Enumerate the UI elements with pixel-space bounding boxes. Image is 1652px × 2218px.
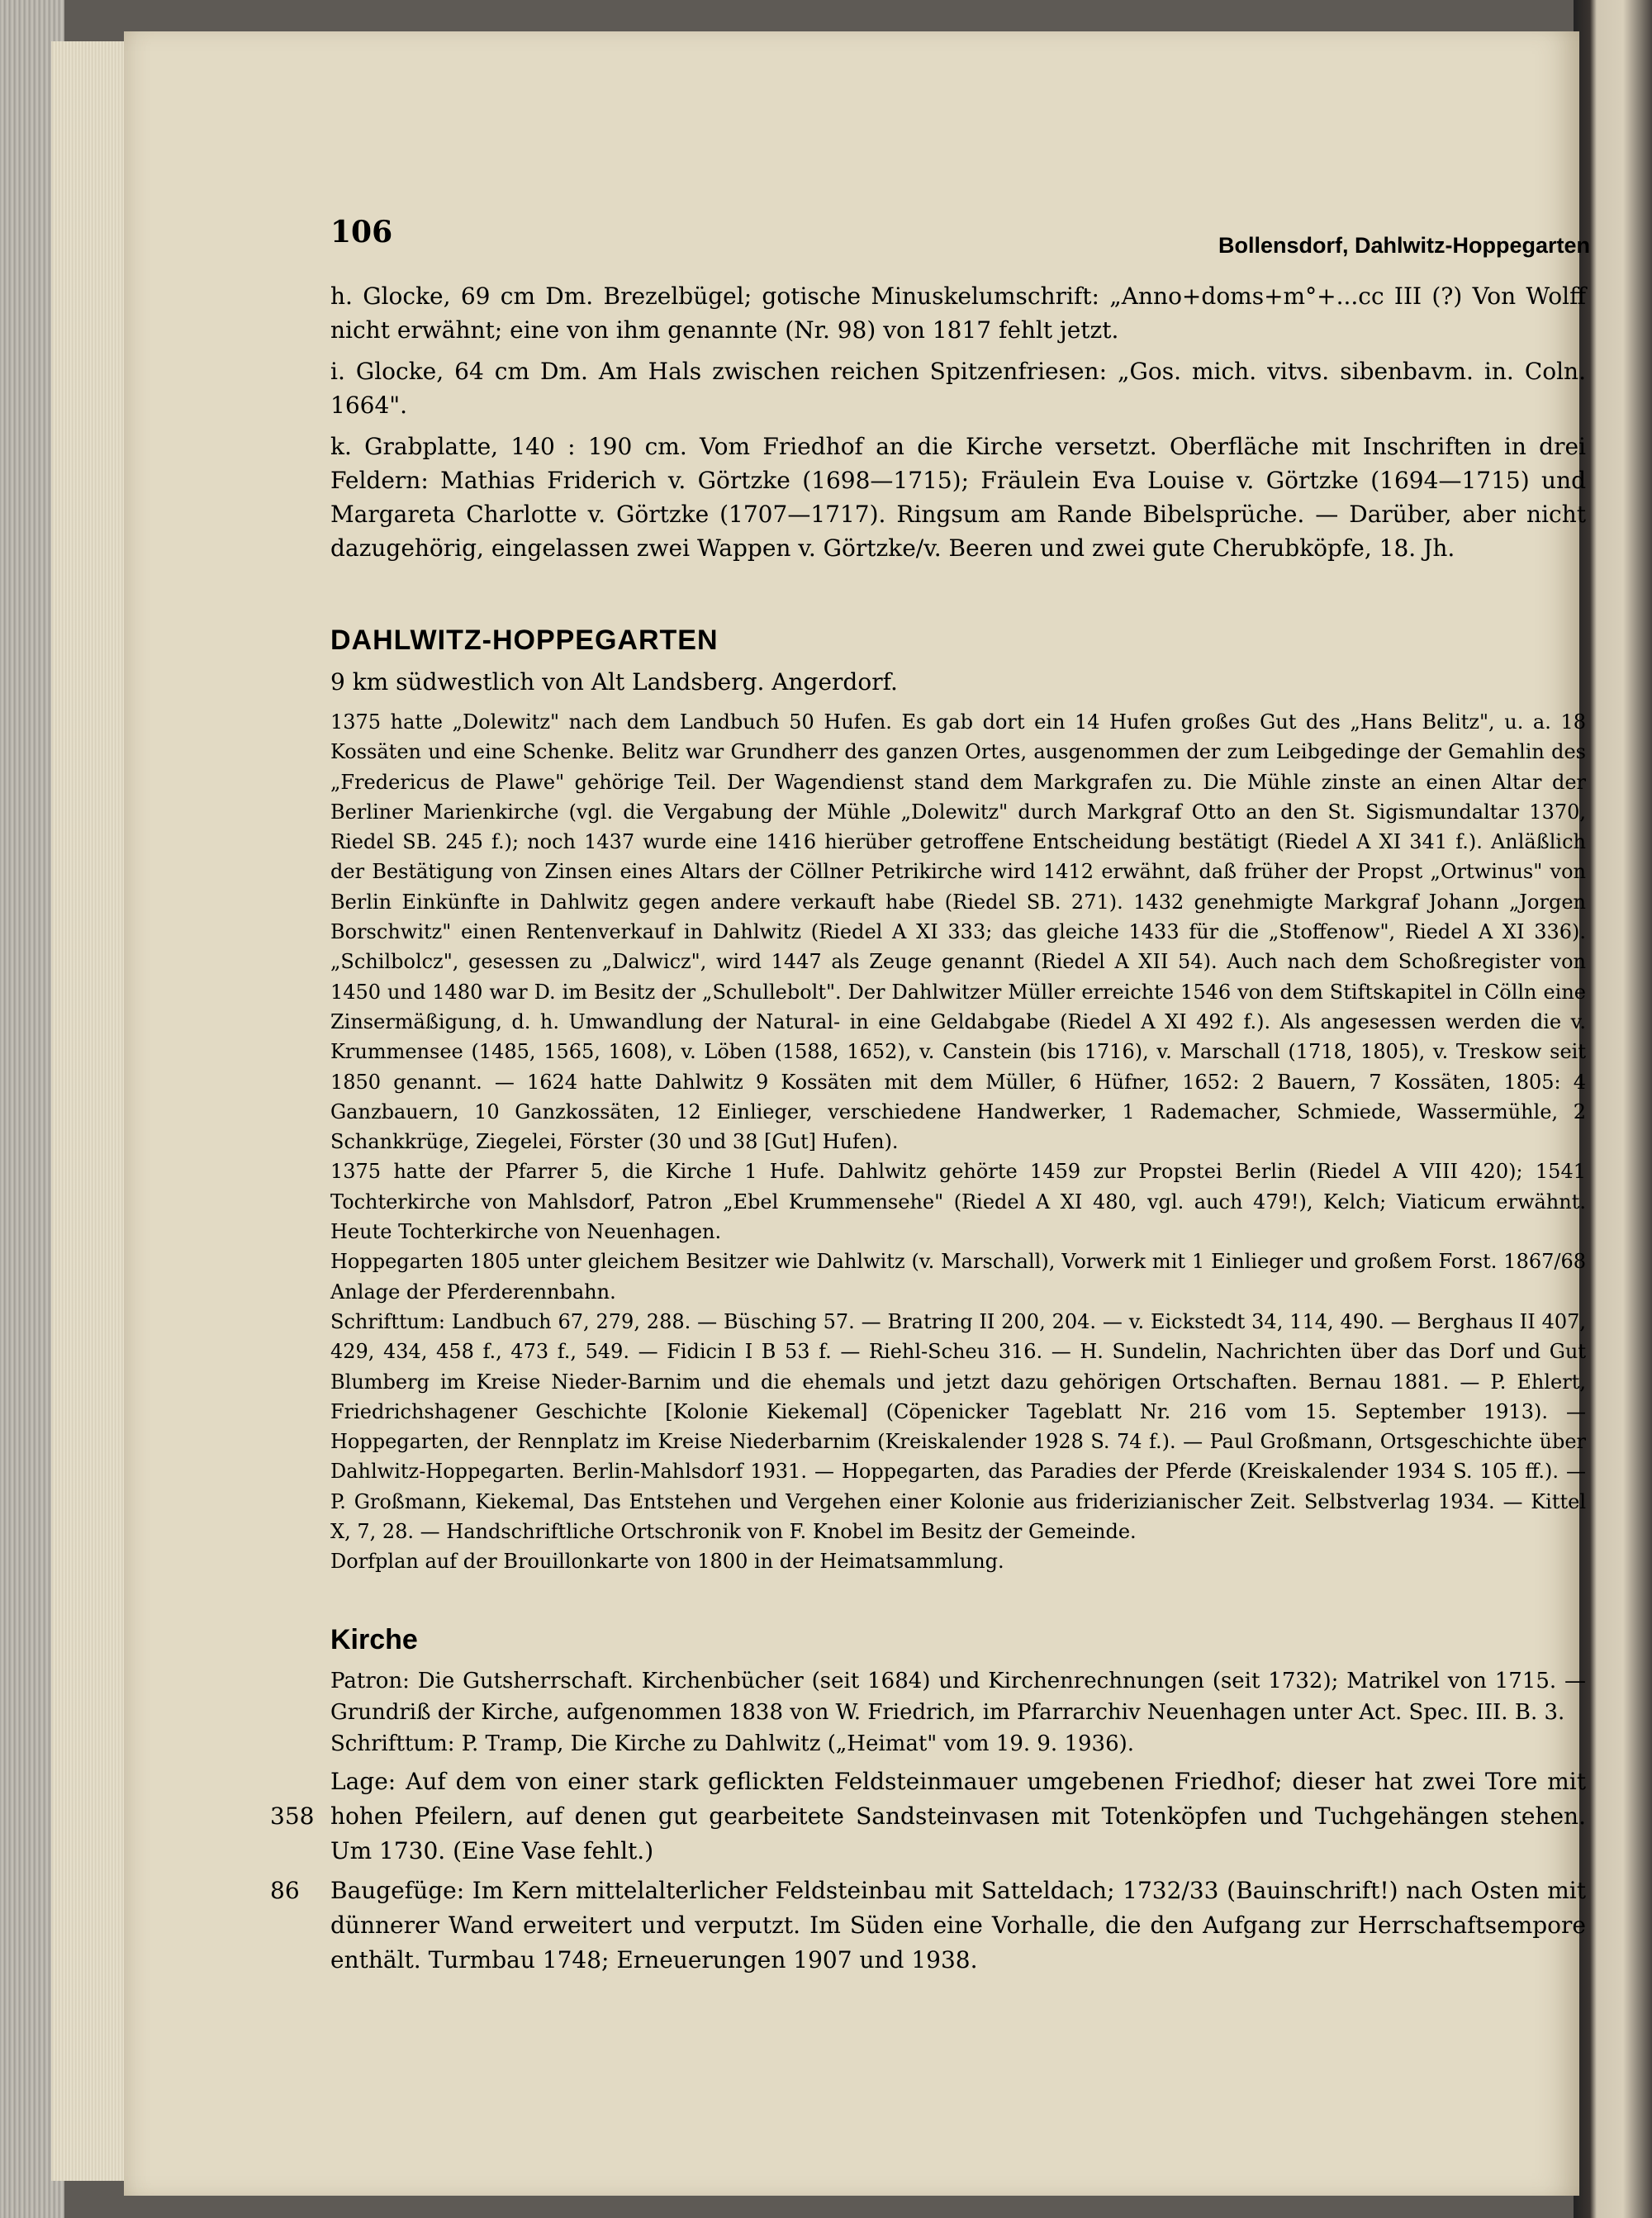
page-number: 106 (330, 215, 393, 249)
entry-grave-slab-k: k. Grabplatte, 140 : 190 cm. Vom Friedhof an die Kirche versetzt. Oberfläche mit Inschriften in drei Feldern: Mathias Friderich v. Görtzke (1698—1715); Fräulein Eva Louise v. Görtzke (1694—1715) und Margareta Charlotte v. Görtzke (1707—1717). Ringsum am Rande Bibelsprüche. — Darüber, aber nicht dazugehörig, eingelassen zwei Wappen v. Görtzke/v. Beeren und zwei gute Cherubköpfe, 18. Jh. (330, 433, 1586, 562)
section-title: DAHLWITZ-HOPPEGARTEN (330, 625, 719, 656)
church-structure-text: Baugefüge: Im Kern mittelalterlicher Feldsteinbau mit Satteldach; 1732/33 (Bauinschrift!) nach Osten mit dünnerer Wand erweitert und verputzt. Im Süden eine Vorhalle, die den Aufgang zur Herrschaftsempore enthält. Turmbau 1748; Erneuerungen 1907 und 1938. (330, 1877, 1586, 1973)
history-paragraph: 1375 hatte „Dolewitz" nach dem Landbuch 50 Hufen. Es gab dort ein 14 Hufen großes Gut des „Hans Belitz", u. a. 18 Kossäten und eine Schenke. Belitz war Grundherr des ganzen Ortes, ausgenommen der zum Leibgedinge der Gemahlin des „Fredericus de Plawe" gehörige Teil. Der Wagendienst stand dem Markgrafen zu. Die Mühle zinste an einen Altar der Berliner Marienkirche (vgl. die Vergabung der Mühle „Dolewitz" durch Markgraf Otto an den St. Sigismundaltar 1370, Riedel SB. 245 f.); noch 1437 wurde eine 1416 hierüber getroffene Entscheidung bestätigt (Riedel A XI 341 f.). Anläßlich der Bestätigung von Zinsen eines Altars der Cöllner Petrikirche wird 1412 erwähnt, daß früher der Propst „Ortwinus" von Berlin Einkünfte in Dahlwitz gegen andere verkauft habe (Riedel SB. 271). 1432 genehmigte Markgraf Johann „Jorgen Borschwitz" einen Rentenverkauf in Dahlwitz (Riedel A XI 333; das gleiche 1433 für die „Stoffenow", Riedel A XI 336). „Schilbolcz", gesessen zu „Dalwicz", wird 1447 als Zeuge genannt (Riedel A XII 54). Auch nach dem Schoßregister von 1450 und 1480 war D. im Besitz der „Schullebolt". Der Dahlwitzer Müller erreichte 1546 von dem Stiftskapitel in Cölln eine Zinsermäßigung, d. h. Umwandlung der Natural- in eine Geldabgabe (Riedel A XI 492 f.). Als angesessen werden die v. Krummensee (1485, 1565, 1608), v. Löben (1588, 1652), v. Canstein (bis 1716), v. Marschall (1718, 1805), v. Treskow seit 1850 genannt. — 1624 hatte Dahlwitz 9 Kossäten mit dem Müller, 6 Hüfner, 1652: 2 Bauern, 7 Kossäten, 1805: 4 Ganzbauern, 10 Ganzkossäten, 12 Einlieger, verschiedene Handwerker, 1 Rademacher, Schmiede, Wassermühle, 2 Schankkrüge, Ziegelei, Förster (30 und 38 [Gut] Hufen). (330, 710, 1586, 1154)
church-bibliography: Schrifttum: P. Tramp, Die Kirche zu Dahlwitz („Heimat" vom 19. 9. 1936). (330, 1731, 1135, 1756)
history-paragraph: 1375 hatte der Pfarrer 5, die Kirche 1 Hufe. Dahlwitz gehörte 1459 zur Propstei Berlin (Riedel A VIII 420); 1541 Tochterkirche von Mahlsdorf, Patron „Ebel Krummensehe" (Riedel A XI 480, vgl. auch 479!), Kelch; Viaticum erwähnt. Heute Tochterkirche von Neuenhagen. (330, 1160, 1586, 1244)
section-subtitle: 9 km südwestlich von Alt Landsberg. Angerdorf. (330, 668, 898, 696)
village-plan-paragraph: Dorfplan auf der Brouillonkarte von 1800 in der Heimatsammlung. (330, 1550, 1004, 1574)
church-structure (270, 1874, 1586, 1978)
running-head: Bollensdorf, Dahlwitz-Hoppegarten (1218, 233, 1591, 258)
bibliography-paragraph: Schrifttum: Landbuch 67, 279, 288. — Büsching 57. — Bratring II 200, 204. — v. Eickstedt 34, 114, 490. — Berghaus II 407, 429, 434, 458 f., 473 f., 549. — Fidicin I B 53 f. — Riehl-Scheu 316. — H. Sundelin, Nachrichten über das Dorf und Gut Blumberg im Kreise Nieder-Barnim und die ehemals und jetzt dazu gehörigen Ortschaften. Bernau 1881. — P. Ehlert, Friedrichshagener Geschichte [Kolonie Kiekemal] (Cöpenicker Tageblatt Nr. 216 vom 15. September 1913). — Hoppegarten, der Rennplatz im Kreise Niederbarnim (Kreiskalender 1928 S. 74 f.). — Paul Großmann, Ortsgeschichte über Dahlwitz-Hoppegarten. Berlin-Mahlsdorf 1931. — Hoppegarten, das Paradies der Pferde (Kreiskalender 1934 S. 105 ff.). — P. Großmann, Kiekemal, Das Entstehen und Vergehen einer Kolonie aus friderizianischer Zeit. Selbstverlag 1934. — Kittel X, 7, 28. — Handschriftliche Ortschronik von F. Knobel im Besitz der Gemeinde. (330, 1309, 1586, 1544)
entry-bell-h: h. Glocke, 69 cm Dm. Brezelbügel; gotische Minuskelumschrift: „Anno+doms+m°+...cc III (?) Von Wolff nicht erwähnt; eine von ihm genannte (Nr. 98) von 1817 fehlt jetzt. (330, 283, 1586, 344)
inventory-entries (330, 279, 1586, 572)
church-location-text: Lage: Auf dem von einer stark geflickten Feldsteinmauer umgebenen Friedhof; dieser hat zwei Tore mit hohen Pfeilern, auf denen gut gearbeitete Sandsteinvasen mit Totenköpfen und Tuchgehängen stehen. Um 1730. (Eine Vase fehlt.) (330, 1768, 1586, 1864)
church-patron: Patron: Die Gutsherrschaft. Kirchenbücher (seit 1684) und Kirchenrechnungen (seit 1732); Matrikel von 1715. — Grundriß der Kirche, aufgenommen 1838 von W. Friedrich, im Pfarrarchiv Neuenhagen unter Act. Spec. III. B. 3. (330, 1669, 1586, 1725)
margin-number: 86 (270, 1877, 300, 1904)
book-page (124, 31, 1591, 2196)
church-location (270, 1764, 1586, 1869)
entry-bell-i: i. Glocke, 64 cm Dm. Am Hals zwischen reichen Spitzenfriesen: „Gos. mich. vitvs. sibenbavm. in. Coln. 1664". (330, 358, 1586, 419)
margin-number: 358 (270, 1802, 315, 1830)
church-heading: Kirche (330, 1624, 418, 1655)
history-block (330, 707, 1586, 1577)
church-block (270, 1665, 1586, 1978)
history-paragraph: Hoppegarten 1805 unter gleichem Besitzer wie Dahlwitz (v. Marschall), Vorwerk mit 1 Einlieger und großem Forst. 1867/68 Anlage der Pferderennbahn. (330, 1250, 1586, 1304)
